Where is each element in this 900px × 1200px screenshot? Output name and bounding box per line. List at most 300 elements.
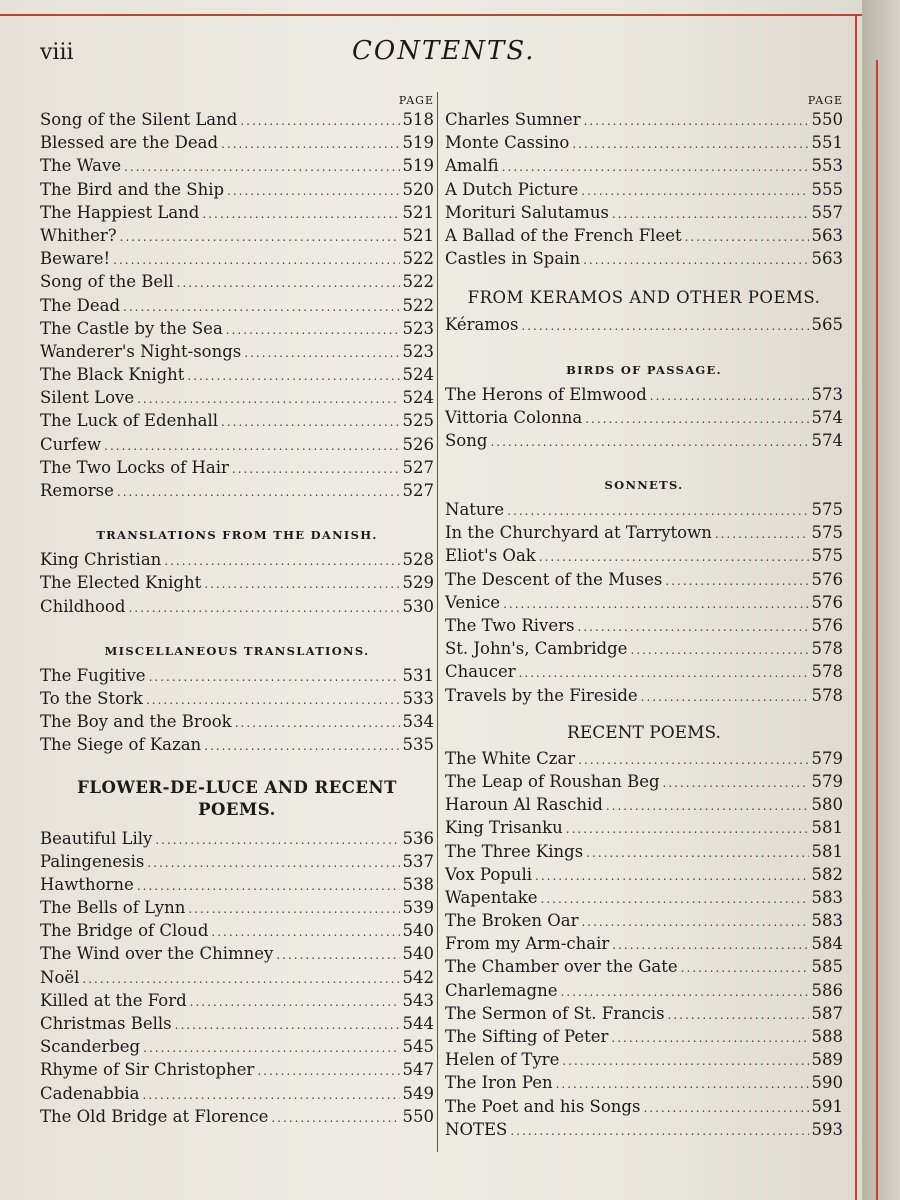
toc-entry-title: Charles Sumner: [445, 110, 581, 129]
section-heading: BIRDS OF PASSAGE.: [566, 362, 722, 377]
toc-entry: [445, 639, 843, 662]
toc-entry: [40, 319, 434, 342]
toc-entry: [40, 203, 434, 226]
section-heading: TRANSLATIONS FROM THE DANISH.: [96, 528, 378, 543]
leader-dots: [232, 462, 400, 476]
toc-group: [445, 385, 843, 455]
toc-entry-title: Nature: [445, 500, 505, 520]
leader-dots: [606, 799, 809, 813]
leader-dots: [177, 276, 400, 290]
toc-entry: [40, 712, 434, 735]
toc-entry-page: 579: [811, 771, 843, 791]
toc-entry: [40, 968, 434, 991]
toc-entry-title: Amalfi: [445, 156, 499, 176]
leader-dots: [643, 1101, 808, 1115]
toc-entry-title: The Castle by the Sea: [40, 318, 223, 338]
toc-entry-title: Rhyme of Sir Christopher: [40, 1060, 255, 1080]
toc-entry-page: 543: [402, 990, 434, 1010]
toc-entry-title: The Siege of Kazan: [40, 735, 202, 755]
toc-entry-page: 574: [811, 430, 843, 450]
toc-entry: [445, 408, 843, 431]
toc-entry: [40, 1084, 434, 1107]
toc-entry-page: 575: [811, 500, 843, 520]
toc-entry-page: 528: [402, 550, 434, 570]
toc-entry: [445, 110, 843, 133]
toc-entry-title: Charlemagne: [445, 980, 558, 1000]
toc-entry-page: 578: [811, 685, 843, 705]
toc-entry-page: 551: [811, 133, 843, 153]
leader-dots: [244, 346, 399, 360]
leader-dots: [143, 1088, 400, 1102]
toc-entry-title: King Christian: [40, 550, 162, 570]
toc-entry-title: NOTES: [445, 1119, 508, 1139]
toc-entry: [445, 1097, 843, 1120]
toc-entry-page: 576: [811, 592, 843, 612]
leader-dots: [641, 690, 809, 704]
toc-group: [40, 550, 434, 620]
toc-entry: [40, 666, 434, 689]
toc-entry: [445, 500, 843, 523]
leader-dots: [149, 670, 400, 684]
leader-dots: [583, 253, 808, 267]
toc-entry-title: Childhood: [40, 596, 126, 616]
toc-entry-title: Venice: [445, 592, 501, 612]
toc-entry-title: Silent Love: [40, 388, 135, 408]
toc-entry-title: Travels by the Fireside: [445, 685, 638, 705]
leader-dots: [663, 776, 809, 790]
toc-entry-title: Wapentake: [445, 887, 538, 907]
leader-dots: [650, 389, 809, 403]
toc-entry-title: The Iron Pen: [445, 1073, 553, 1093]
leader-dots: [175, 1018, 400, 1032]
toc-group: [40, 110, 434, 504]
toc-entry-page: 591: [811, 1096, 843, 1116]
toc-entry-page: 519: [402, 133, 434, 153]
leader-dots: [240, 114, 399, 128]
toc-entry: [445, 180, 843, 203]
leader-dots: [128, 601, 399, 615]
toc-entry: [445, 523, 843, 546]
toc-entry-page: 581: [811, 818, 843, 838]
leader-dots: [562, 1054, 808, 1068]
toc-entry-title: The Luck of Edenhall: [40, 411, 219, 431]
leader-dots: [202, 207, 399, 221]
page-label: PAGE: [807, 94, 843, 107]
toc-entry-page: 586: [811, 980, 843, 1000]
leader-dots: [578, 620, 809, 634]
toc-group: [445, 315, 843, 338]
leader-dots: [137, 879, 400, 893]
toc-entry-title: Killed at the Ford: [40, 990, 187, 1010]
toc-entry-title: The White Czar: [445, 748, 576, 768]
toc-entry: [445, 1050, 843, 1073]
toc-entry-title: The Bells of Lynn: [40, 898, 186, 918]
leader-dots: [276, 948, 399, 962]
leader-dots: [190, 995, 400, 1009]
toc-entry-page: 523: [402, 318, 434, 338]
section-heading-major: FROM KERAMOS AND OTHER POEMS.: [467, 288, 821, 308]
page-label: PAGE: [398, 94, 434, 107]
toc-entry-title: The Two Rivers: [445, 616, 575, 635]
toc-entry-page: 521: [402, 202, 434, 222]
toc-entry-title: Haroun Al Raschid: [445, 795, 603, 815]
toc-entry: [40, 133, 434, 156]
toc-entry-title: A Ballad of the French Fleet: [445, 225, 682, 245]
leader-dots: [271, 1111, 399, 1125]
toc-entry-page: 539: [402, 898, 434, 918]
toc-entry: [445, 570, 843, 593]
leader-dots: [124, 160, 399, 174]
toc-entry: [40, 735, 434, 758]
toc-entry: [40, 435, 434, 458]
toc-entry-title: The Bird and the Ship: [40, 179, 225, 199]
leader-dots: [147, 856, 399, 870]
toc-entry-title: To the Stork: [40, 688, 143, 708]
toc-entry: [40, 944, 434, 967]
toc-entry: [40, 1107, 434, 1130]
leader-dots: [221, 137, 399, 151]
toc-group: [40, 666, 434, 759]
toc-entry: [40, 180, 434, 203]
toc-entry-page: 584: [811, 934, 843, 954]
toc-entry-title: Castles in Spain: [445, 249, 581, 269]
toc-entry-page: 576: [811, 616, 843, 635]
toc-entry: [40, 365, 434, 388]
toc-entry-page: 524: [402, 365, 434, 385]
leader-dots: [120, 230, 400, 244]
contents-column-left: [40, 94, 434, 1130]
toc-entry-page: 524: [402, 388, 434, 408]
toc-entry-page: 523: [402, 341, 434, 361]
toc-entry: [445, 749, 843, 772]
toc-entry: [40, 388, 434, 411]
toc-entry: [40, 226, 434, 249]
toc-entry: [40, 921, 434, 944]
leader-dots: [519, 666, 809, 680]
toc-entry-title: Helen of Tyre: [445, 1050, 560, 1070]
toc-entry-page: 540: [402, 921, 434, 941]
toc-entry-title: Vittoria Colonna: [445, 407, 583, 427]
toc-entry-page: 573: [811, 384, 843, 404]
leader-dots: [137, 392, 399, 406]
contents-column-right: [445, 94, 843, 1143]
toc-entry-title: The Sifting of Peter: [445, 1027, 609, 1046]
toc-entry-title: Cadenabbia: [40, 1083, 140, 1103]
leader-dots: [507, 504, 808, 518]
toc-entry-title: The Herons of Elmwood: [445, 384, 647, 404]
toc-entry: [40, 411, 434, 434]
toc-entry-title: Song of the Bell: [40, 272, 174, 292]
toc-entry-page: 579: [811, 748, 843, 768]
leader-dots: [227, 184, 399, 198]
toc-entry-page: 550: [402, 1106, 434, 1126]
leader-dots: [221, 415, 399, 429]
toc-entry-title: Whither?: [40, 225, 117, 245]
toc-entry-title: The Leap of Roushan Beg: [445, 771, 660, 791]
toc-entry-page: 576: [811, 569, 843, 589]
leader-dots: [503, 597, 808, 611]
leader-dots: [630, 643, 808, 657]
toc-entry: [445, 133, 843, 156]
leader-dots: [113, 253, 399, 267]
section-heading: MISCELLANEOUS TRANSLATIONS.: [104, 643, 370, 658]
toc-entry: [40, 481, 434, 504]
toc-entry-page: 575: [811, 546, 843, 566]
toc-entry: [40, 249, 434, 272]
toc-entry-title: Beware!: [40, 249, 111, 269]
toc-entry-title: In the Churchyard at Tarrytown: [445, 523, 712, 543]
toc-group: [445, 500, 843, 709]
toc-entry-title: Beautiful Lily: [40, 828, 153, 848]
toc-entry: [40, 991, 434, 1014]
toc-entry-page: 526: [402, 434, 434, 454]
leader-dots: [490, 435, 808, 449]
toc-entry-page: 536: [402, 828, 434, 848]
toc-entry-page: 522: [402, 249, 434, 269]
toc-entry-page: 590: [811, 1073, 843, 1093]
toc-entry-page: 545: [402, 1037, 434, 1057]
toc-entry: [40, 689, 434, 712]
leader-dots: [188, 902, 399, 916]
toc-entry-title: Palingenesis: [40, 851, 145, 871]
leader-dots: [204, 739, 399, 753]
toc-entry-title: Curfew: [40, 434, 102, 454]
toc-group: [40, 829, 434, 1130]
toc-entry: [445, 616, 843, 639]
section-heading-major: RECENT POEMS.: [567, 722, 721, 743]
toc-entry-page: 557: [811, 202, 843, 222]
leader-dots: [572, 137, 808, 151]
toc-entry-title: A Dutch Picture: [445, 179, 579, 199]
toc-entry: [445, 1027, 843, 1050]
toc-entry-page: 575: [811, 523, 843, 543]
toc-entry-title: St. John's, Cambridge: [445, 639, 628, 659]
toc-entry-page: 535: [402, 735, 434, 755]
leader-dots: [715, 527, 809, 541]
toc-entry-page: 574: [811, 407, 843, 427]
toc-entry-page: 583: [811, 887, 843, 907]
toc-entry-title: Monte Cassino: [445, 133, 570, 153]
toc-entry: [40, 342, 434, 365]
toc-entry: [40, 296, 434, 319]
toc-entry: [445, 795, 843, 818]
toc-entry-page: 549: [402, 1083, 434, 1103]
column-divider: [437, 92, 438, 1152]
toc-entry: [445, 865, 843, 888]
toc-entry-page: 544: [402, 1014, 434, 1033]
toc-entry-page: 519: [402, 156, 434, 176]
toc-entry: [40, 573, 434, 596]
leader-dots: [581, 184, 808, 198]
toc-entry-title: The Happiest Land: [40, 202, 200, 222]
toc-entry: [445, 981, 843, 1004]
toc-entry-page: 547: [402, 1060, 434, 1080]
toc-entry: [40, 458, 434, 481]
toc-entry-title: Christmas Bells: [40, 1014, 172, 1033]
toc-entry: [445, 315, 843, 338]
leader-dots: [535, 869, 809, 883]
leader-dots: [510, 1124, 808, 1138]
toc-entry: [445, 818, 843, 841]
toc-entry: [40, 1060, 434, 1083]
toc-entry-title: The Elected Knight: [40, 573, 202, 593]
toc-entry-page: 593: [811, 1119, 843, 1139]
toc-entry-page: 529: [402, 573, 434, 593]
toc-entry-title: The Three Kings: [445, 841, 584, 861]
leader-dots: [235, 716, 400, 730]
toc-entry: [445, 156, 843, 179]
leader-dots: [541, 892, 809, 906]
toc-entry-page: 581: [811, 841, 843, 861]
toc-entry-title: The Boy and the Brook: [40, 712, 232, 732]
toc-entry-page: 522: [402, 272, 434, 292]
toc-entry: [445, 593, 843, 616]
leader-dots: [668, 1008, 809, 1022]
leader-dots: [502, 160, 809, 174]
leader-dots: [578, 753, 808, 767]
toc-group: [445, 749, 843, 1143]
toc-entry-title: The Fugitive: [40, 665, 146, 685]
leader-dots: [539, 550, 809, 564]
toc-entry: [445, 249, 843, 272]
toc-entry: [40, 875, 434, 898]
leader-dots: [521, 319, 808, 333]
toc-entry: [445, 1073, 843, 1096]
toc-entry: [445, 546, 843, 569]
toc-entry-page: 533: [402, 688, 434, 708]
toc-entry-title: The Wave: [40, 156, 122, 176]
toc-entry: [40, 852, 434, 875]
leader-dots: [585, 412, 808, 426]
leader-dots: [586, 846, 808, 860]
toc-entry-title: Wanderer's Night-songs: [40, 341, 242, 361]
leader-dots: [685, 230, 809, 244]
page-number-folio: viii: [40, 40, 74, 65]
toc-entry-page: 588: [811, 1027, 843, 1046]
toc-entry: [40, 550, 434, 573]
toc-entry-page: 540: [402, 944, 434, 964]
toc-entry-page: 555: [811, 179, 843, 199]
toc-entry-page: 527: [402, 481, 434, 500]
toc-entry-title: The Bridge of Cloud: [40, 921, 209, 941]
toc-entry-title: The Black Knight: [40, 365, 185, 385]
toc-entry-page: 527: [402, 457, 434, 477]
toc-entry-page: 565: [811, 315, 843, 335]
toc-entry-page: 530: [402, 596, 434, 616]
toc-entry-title: Scanderbeg: [40, 1037, 141, 1057]
leader-dots: [187, 369, 399, 383]
toc-entry: [445, 1120, 843, 1143]
toc-entry: [445, 203, 843, 226]
toc-entry-title: Chaucer: [445, 662, 516, 682]
section-heading-major: [40, 777, 434, 821]
toc-entry-title: The Dead: [40, 295, 121, 315]
toc-entry: [445, 772, 843, 795]
leader-dots: [146, 693, 400, 707]
leader-dots: [612, 207, 809, 221]
leader-dots: [211, 925, 399, 939]
toc-entry-title: The Two Locks of Hair: [40, 457, 229, 477]
leader-dots: [123, 300, 399, 314]
toc-entry-title: The Old Bridge at Florence: [40, 1106, 269, 1126]
toc-entry-title: Kéramos: [445, 315, 519, 335]
leader-dots: [204, 577, 399, 591]
leader-dots: [665, 574, 808, 588]
toc-entry-title: Noël: [40, 967, 80, 987]
toc-entry-page: 534: [402, 712, 434, 732]
toc-entry: [445, 911, 843, 934]
toc-entry-page: 580: [811, 795, 843, 815]
leader-dots: [104, 439, 399, 453]
toc-entry: [445, 385, 843, 408]
toc-entry: [40, 272, 434, 295]
red-border-top: [0, 14, 862, 16]
leader-dots: [560, 985, 808, 999]
leader-dots: [611, 1031, 808, 1045]
toc-entry: [40, 898, 434, 921]
leader-dots: [257, 1064, 399, 1078]
toc-entry: [445, 1004, 843, 1027]
toc-entry-page: 585: [811, 957, 843, 977]
toc-entry-page: 522: [402, 295, 434, 315]
toc-entry-page: 538: [402, 874, 434, 894]
leader-dots: [584, 114, 809, 128]
toc-entry: [445, 842, 843, 865]
toc-entry-title: The Sermon of St. Francis: [445, 1003, 665, 1023]
toc-entry-page: 578: [811, 639, 843, 659]
toc-entry-title: Vox Populi: [445, 864, 532, 884]
toc-entry-title: Hawthorne: [40, 874, 134, 894]
toc-entry-page: 553: [811, 156, 843, 176]
toc-entry-page: 521: [402, 225, 434, 245]
toc-entry: [40, 597, 434, 620]
toc-entry: [40, 110, 434, 133]
toc-entry-page: 563: [811, 225, 843, 245]
leader-dots: [143, 1041, 399, 1055]
toc-entry-page: 531: [402, 665, 434, 685]
leader-dots: [566, 822, 809, 836]
toc-entry: [445, 934, 843, 957]
toc-entry-title: Morituri Salutamus: [445, 202, 609, 222]
toc-entry-title: The Descent of the Muses: [445, 569, 663, 589]
next-page-edge: [862, 0, 900, 1200]
toc-entry: [445, 957, 843, 980]
toc-entry-title: The Wind over the Chimney: [40, 944, 274, 964]
leader-dots: [82, 972, 399, 986]
toc-entry-title: From my Arm-chair: [445, 934, 610, 954]
toc-entry-page: 563: [811, 249, 843, 269]
toc-entry: [40, 1037, 434, 1060]
toc-entry-title: Song: [445, 430, 488, 450]
leader-dots: [226, 323, 400, 337]
toc-entry: [445, 888, 843, 911]
toc-entry: [445, 662, 843, 685]
next-page-red-rule: [876, 60, 878, 1200]
toc-entry: [40, 156, 434, 179]
toc-entry: [445, 686, 843, 709]
toc-entry-page: 525: [402, 411, 434, 431]
toc-entry: [445, 431, 843, 454]
toc-entry: [445, 226, 843, 249]
toc-entry-page: 589: [811, 1050, 843, 1070]
toc-entry-page: 520: [402, 179, 434, 199]
toc-entry-title: King Trisanku: [445, 818, 563, 838]
section-heading-line: POEMS.: [198, 799, 276, 819]
leader-dots: [117, 485, 400, 499]
toc-entry-title: Remorse: [40, 481, 114, 500]
toc-entry-title: Eliot's Oak: [445, 546, 536, 566]
section-heading-line: FLOWER-DE-LUCE AND RECENT: [77, 777, 397, 797]
